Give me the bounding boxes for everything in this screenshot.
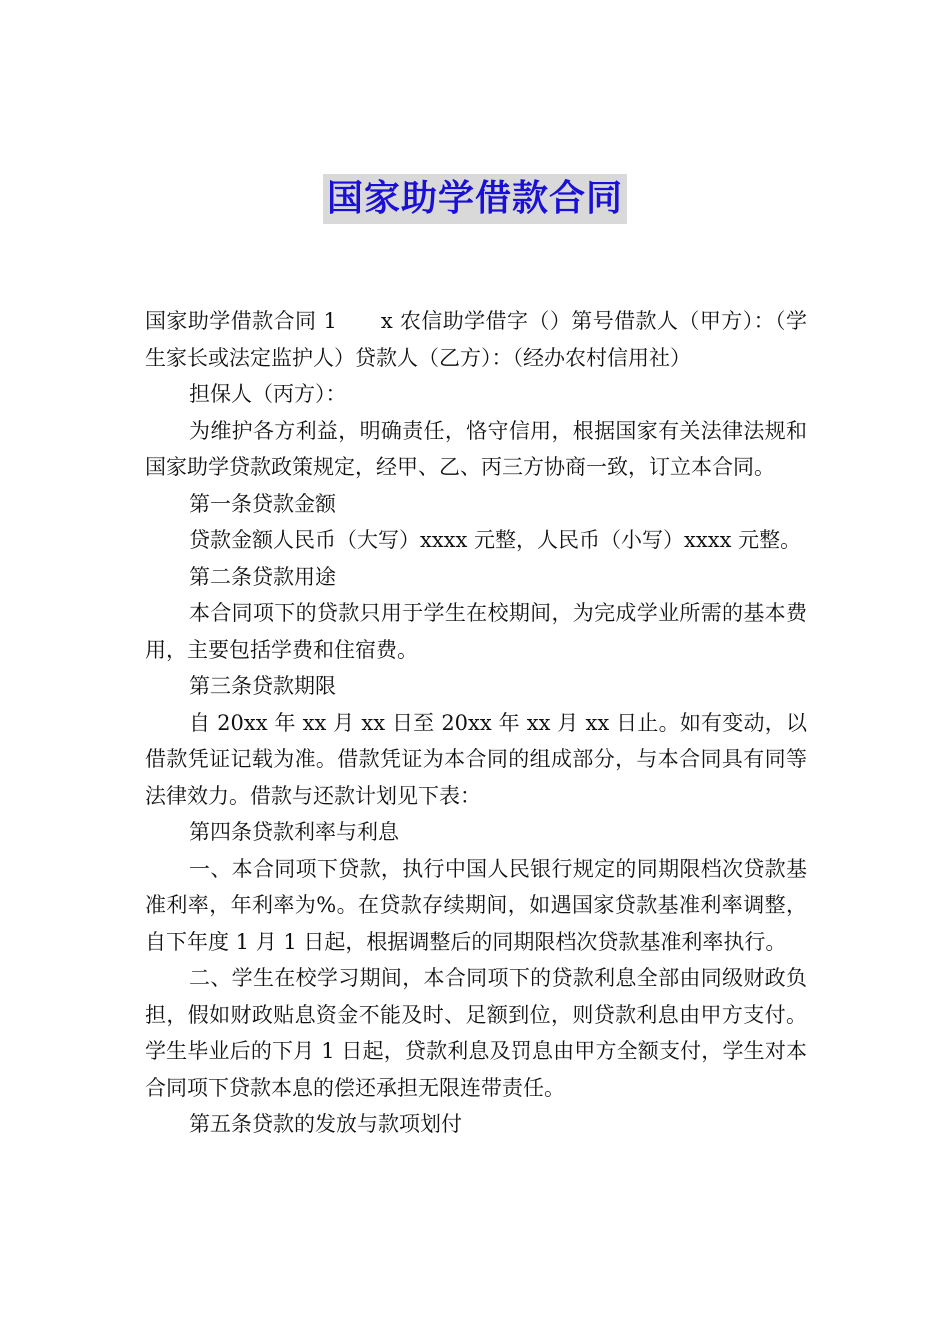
document-body: [145, 303, 807, 1143]
paragraph-interest-rate: 一、本合同项下贷款，执行中国人民银行规定的同期限档次贷款基准利率，年利率为%。在贷款存续期间，如遇国家贷款基准利率调整，自下年度 1 月 1 日起，根据调整后的同期限档次贷款基准利率执行。: [145, 856, 807, 954]
contract-parties-text: x 农信助学借字（）第号借款人（甲方）：（学生家长或法定监护人）贷款人（乙方）：（经办农村信用社）: [145, 309, 807, 370]
article-1-heading: 第一条贷款金额: [189, 491, 336, 516]
document-title: 国家助学借款合同: [323, 174, 627, 224]
article-5-heading: 第五条贷款的发放与款项划付: [189, 1112, 462, 1136]
article-3-heading: 第三条贷款期限: [189, 674, 336, 698]
article-4-heading: 第四条贷款利率与利息: [189, 820, 399, 844]
paragraph-loan-amount: 贷款金额人民币（大写）xxxx 元整，人民币（小写）xxxx 元整。: [189, 528, 802, 552]
paragraph-loan-purpose: 本合同项下的贷款只用于学生在校期间，为完成学业所需的基本费用，主要包括学费和住宿费。: [145, 601, 807, 662]
article-2-heading: 第二条贷款用途: [189, 564, 336, 589]
paragraph-interest-payment: 二、学生在校学习期间，本合同项下的贷款利息全部由同级财政负担，假如财政贴息资金不能及时、足额到位，则贷款利息由甲方支付。学生毕业后的下月 1 日起，贷款利息及罚息由甲方全额支付，学生对本合同项下贷款本息的偿还承担无限连带责任。: [145, 966, 807, 1100]
paragraph-preamble: 为维护各方利益，明确责任，恪守信用，根据国家有关法律法规和国家助学贷款政策规定，经甲、乙、丙三方协商一致，订立本合同。: [145, 418, 807, 479]
contract-header-line: [145, 303, 807, 376]
contract-name-text: 国家助学借款合同 1: [145, 309, 337, 333]
title-wrap: [0, 174, 950, 224]
paragraph-loan-term: 自 20xx 年 xx 月 xx 日至 20xx 年 xx 月 xx 日止。如有变动，以借款凭证记载为准。借款凭证为本合同的组成部分，与本合同具有同等法律效力。借款与还款计划见下表：: [145, 710, 807, 808]
paragraph-guarantor: 担保人（丙方）：: [189, 382, 347, 406]
